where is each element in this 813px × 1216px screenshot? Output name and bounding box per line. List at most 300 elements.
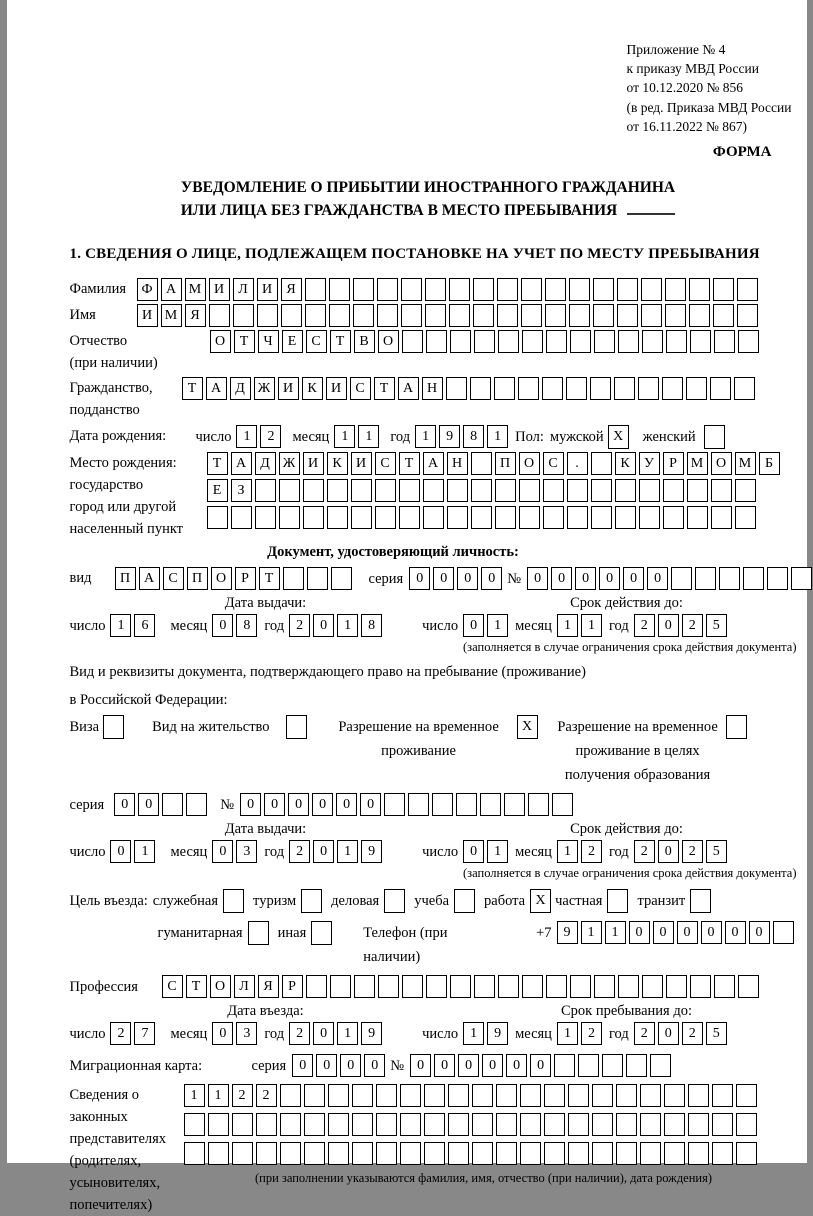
char-cell[interactable] xyxy=(737,278,758,301)
char-cell[interactable]: А xyxy=(206,377,227,400)
char-cell[interactable]: 2 xyxy=(289,1022,310,1045)
char-cell[interactable] xyxy=(495,506,516,529)
char-cell[interactable]: О xyxy=(378,330,399,353)
char-cell[interactable] xyxy=(446,377,467,400)
char-cell[interactable]: О xyxy=(519,452,540,475)
char-cell[interactable] xyxy=(504,793,525,816)
char-cell[interactable]: И xyxy=(326,377,347,400)
char-cell[interactable] xyxy=(328,1084,349,1107)
char-cell[interactable]: 1 xyxy=(184,1084,205,1107)
char-cell[interactable]: 0 xyxy=(599,567,620,590)
char-cell[interactable] xyxy=(496,1084,517,1107)
char-cell[interactable] xyxy=(687,479,708,502)
char-cell[interactable] xyxy=(432,793,453,816)
char-cell[interactable]: С xyxy=(162,975,183,998)
char-cell[interactable] xyxy=(305,304,326,327)
char-cell[interactable] xyxy=(279,506,300,529)
char-cell[interactable] xyxy=(566,377,587,400)
char-cell[interactable]: 0 xyxy=(749,921,770,944)
char-cell[interactable] xyxy=(399,506,420,529)
char-cell[interactable] xyxy=(327,479,348,502)
char-cell[interactable] xyxy=(688,1084,709,1107)
char-cell[interactable]: 2 xyxy=(256,1084,277,1107)
char-cell[interactable] xyxy=(568,1113,589,1136)
char-cell[interactable]: О xyxy=(211,567,232,590)
sex-male-checkbox[interactable]: X xyxy=(608,425,629,449)
char-cell[interactable] xyxy=(602,1054,623,1077)
edu-residence-checkbox[interactable] xyxy=(726,715,747,739)
char-cell[interactable]: И xyxy=(209,278,230,301)
char-cell[interactable] xyxy=(641,304,662,327)
char-cell[interactable]: Н xyxy=(447,452,468,475)
char-cell[interactable] xyxy=(327,506,348,529)
char-cell[interactable]: 2 xyxy=(634,614,655,637)
char-cell[interactable]: З xyxy=(231,479,252,502)
char-cell[interactable] xyxy=(665,278,686,301)
char-cell[interactable] xyxy=(209,304,230,327)
char-cell[interactable] xyxy=(472,1084,493,1107)
char-cell[interactable] xyxy=(280,1113,301,1136)
char-cell[interactable]: 0 xyxy=(114,793,135,816)
char-cell[interactable]: 1 xyxy=(463,1022,484,1045)
char-cell[interactable]: 0 xyxy=(658,1022,679,1045)
char-cell[interactable] xyxy=(712,1084,733,1107)
char-cell[interactable]: Ж xyxy=(279,452,300,475)
char-cell[interactable]: 1 xyxy=(487,425,508,448)
char-cell[interactable]: А xyxy=(423,452,444,475)
char-cell[interactable]: 1 xyxy=(581,921,602,944)
char-cell[interactable]: 3 xyxy=(236,1022,257,1045)
char-cell[interactable]: И xyxy=(278,377,299,400)
char-cell[interactable]: А xyxy=(139,567,160,590)
char-cell[interactable] xyxy=(736,1084,757,1107)
char-cell[interactable] xyxy=(408,793,429,816)
char-cell[interactable] xyxy=(377,304,398,327)
char-cell[interactable]: 0 xyxy=(725,921,746,944)
char-cell[interactable]: 1 xyxy=(337,840,358,863)
char-cell[interactable] xyxy=(593,304,614,327)
char-cell[interactable] xyxy=(232,1142,253,1165)
char-cell[interactable]: Я xyxy=(185,304,206,327)
char-cell[interactable] xyxy=(400,1142,421,1165)
char-cell[interactable]: М xyxy=(687,452,708,475)
char-cell[interactable] xyxy=(578,1054,599,1077)
char-cell[interactable]: 2 xyxy=(682,1022,703,1045)
purpose-transit-checkbox[interactable] xyxy=(690,889,711,913)
char-cell[interactable] xyxy=(232,1113,253,1136)
char-cell[interactable] xyxy=(690,975,711,998)
char-cell[interactable] xyxy=(351,506,372,529)
char-cell[interactable] xyxy=(305,278,326,301)
char-cell[interactable]: И xyxy=(257,278,278,301)
char-cell[interactable] xyxy=(688,1113,709,1136)
char-cell[interactable] xyxy=(615,506,636,529)
char-cell[interactable]: 2 xyxy=(260,425,281,448)
char-cell[interactable]: 0 xyxy=(653,921,674,944)
char-cell[interactable] xyxy=(283,567,304,590)
char-cell[interactable] xyxy=(713,304,734,327)
char-cell[interactable]: Т xyxy=(186,975,207,998)
char-cell[interactable] xyxy=(618,975,639,998)
purpose-private-checkbox[interactable] xyxy=(607,889,628,913)
char-cell[interactable] xyxy=(528,793,549,816)
char-cell[interactable]: 8 xyxy=(463,425,484,448)
char-cell[interactable] xyxy=(616,1142,637,1165)
char-cell[interactable]: А xyxy=(231,452,252,475)
char-cell[interactable]: Ф xyxy=(137,278,158,301)
char-cell[interactable] xyxy=(208,1113,229,1136)
char-cell[interactable] xyxy=(545,278,566,301)
char-cell[interactable] xyxy=(426,975,447,998)
char-cell[interactable]: И xyxy=(303,452,324,475)
char-cell[interactable] xyxy=(375,479,396,502)
char-cell[interactable] xyxy=(594,975,615,998)
char-cell[interactable]: 1 xyxy=(605,921,626,944)
char-cell[interactable] xyxy=(554,1054,575,1077)
temp-residence-checkbox[interactable]: X xyxy=(517,715,538,739)
char-cell[interactable]: 1 xyxy=(236,425,257,448)
char-cell[interactable] xyxy=(664,1084,685,1107)
char-cell[interactable] xyxy=(449,278,470,301)
char-cell[interactable] xyxy=(447,506,468,529)
char-cell[interactable] xyxy=(184,1142,205,1165)
char-cell[interactable]: С xyxy=(163,567,184,590)
char-cell[interactable] xyxy=(497,278,518,301)
char-cell[interactable] xyxy=(162,793,183,816)
char-cell[interactable] xyxy=(471,506,492,529)
char-cell[interactable] xyxy=(450,975,471,998)
char-cell[interactable] xyxy=(640,1113,661,1136)
char-cell[interactable] xyxy=(384,793,405,816)
char-cell[interactable]: 1 xyxy=(557,1022,578,1045)
char-cell[interactable] xyxy=(520,1113,541,1136)
char-cell[interactable] xyxy=(666,975,687,998)
char-cell[interactable] xyxy=(689,278,710,301)
char-cell[interactable] xyxy=(735,506,756,529)
char-cell[interactable] xyxy=(665,304,686,327)
char-cell[interactable] xyxy=(713,278,734,301)
char-cell[interactable]: П xyxy=(495,452,516,475)
char-cell[interactable] xyxy=(734,377,755,400)
char-cell[interactable] xyxy=(689,304,710,327)
char-cell[interactable] xyxy=(642,975,663,998)
char-cell[interactable]: 0 xyxy=(212,1022,233,1045)
char-cell[interactable] xyxy=(641,278,662,301)
char-cell[interactable]: 7 xyxy=(134,1022,155,1045)
char-cell[interactable]: Е xyxy=(207,479,228,502)
char-cell[interactable]: 1 xyxy=(337,1022,358,1045)
char-cell[interactable]: Т xyxy=(207,452,228,475)
char-cell[interactable] xyxy=(711,479,732,502)
char-cell[interactable] xyxy=(519,506,540,529)
char-cell[interactable] xyxy=(352,1113,373,1136)
char-cell[interactable] xyxy=(473,278,494,301)
char-cell[interactable] xyxy=(231,506,252,529)
char-cell[interactable] xyxy=(719,567,740,590)
purpose-humanitarian-checkbox[interactable] xyxy=(248,921,269,945)
char-cell[interactable]: Д xyxy=(255,452,276,475)
char-cell[interactable] xyxy=(567,506,588,529)
char-cell[interactable] xyxy=(423,506,444,529)
char-cell[interactable] xyxy=(738,330,759,353)
char-cell[interactable]: 0 xyxy=(701,921,722,944)
char-cell[interactable] xyxy=(626,1054,647,1077)
char-cell[interactable] xyxy=(569,304,590,327)
char-cell[interactable] xyxy=(638,377,659,400)
char-cell[interactable]: 0 xyxy=(658,614,679,637)
char-cell[interactable] xyxy=(474,330,495,353)
char-cell[interactable]: . xyxy=(567,452,588,475)
char-cell[interactable]: 0 xyxy=(623,567,644,590)
char-cell[interactable]: 0 xyxy=(312,793,333,816)
char-cell[interactable] xyxy=(519,479,540,502)
char-cell[interactable] xyxy=(570,330,591,353)
char-cell[interactable] xyxy=(306,975,327,998)
char-cell[interactable] xyxy=(712,1113,733,1136)
char-cell[interactable] xyxy=(233,304,254,327)
char-cell[interactable] xyxy=(280,1142,301,1165)
char-cell[interactable] xyxy=(743,567,764,590)
char-cell[interactable]: Д xyxy=(230,377,251,400)
char-cell[interactable]: 2 xyxy=(581,1022,602,1045)
char-cell[interactable]: 0 xyxy=(481,567,502,590)
char-cell[interactable] xyxy=(256,1142,277,1165)
char-cell[interactable]: 2 xyxy=(110,1022,131,1045)
char-cell[interactable] xyxy=(353,278,374,301)
sex-female-checkbox[interactable] xyxy=(704,425,725,449)
char-cell[interactable] xyxy=(281,304,302,327)
char-cell[interactable] xyxy=(695,567,716,590)
char-cell[interactable]: Я xyxy=(281,278,302,301)
char-cell[interactable] xyxy=(450,330,471,353)
char-cell[interactable]: 2 xyxy=(634,1022,655,1045)
char-cell[interactable] xyxy=(498,330,519,353)
char-cell[interactable]: Н xyxy=(422,377,443,400)
char-cell[interactable] xyxy=(710,377,731,400)
char-cell[interactable] xyxy=(662,377,683,400)
char-cell[interactable] xyxy=(591,506,612,529)
char-cell[interactable] xyxy=(402,975,423,998)
char-cell[interactable] xyxy=(376,1113,397,1136)
char-cell[interactable] xyxy=(618,330,639,353)
char-cell[interactable] xyxy=(664,1113,685,1136)
char-cell[interactable]: 0 xyxy=(138,793,159,816)
char-cell[interactable] xyxy=(639,506,660,529)
char-cell[interactable]: 0 xyxy=(288,793,309,816)
char-cell[interactable] xyxy=(402,330,423,353)
char-cell[interactable] xyxy=(544,1142,565,1165)
char-cell[interactable] xyxy=(543,479,564,502)
char-cell[interactable]: У xyxy=(639,452,660,475)
char-cell[interactable]: О xyxy=(210,975,231,998)
char-cell[interactable]: 0 xyxy=(340,1054,361,1077)
char-cell[interactable] xyxy=(472,1142,493,1165)
char-cell[interactable]: 9 xyxy=(557,921,578,944)
char-cell[interactable]: 0 xyxy=(629,921,650,944)
char-cell[interactable] xyxy=(688,1142,709,1165)
char-cell[interactable] xyxy=(375,506,396,529)
char-cell[interactable] xyxy=(569,278,590,301)
char-cell[interactable]: 2 xyxy=(634,840,655,863)
char-cell[interactable] xyxy=(714,975,735,998)
char-cell[interactable] xyxy=(376,1084,397,1107)
char-cell[interactable] xyxy=(773,921,794,944)
char-cell[interactable] xyxy=(591,479,612,502)
char-cell[interactable]: 2 xyxy=(581,840,602,863)
char-cell[interactable]: 0 xyxy=(264,793,285,816)
char-cell[interactable] xyxy=(666,330,687,353)
char-cell[interactable]: М xyxy=(161,304,182,327)
char-cell[interactable] xyxy=(354,975,375,998)
char-cell[interactable] xyxy=(545,304,566,327)
char-cell[interactable] xyxy=(424,1113,445,1136)
char-cell[interactable] xyxy=(480,793,501,816)
char-cell[interactable] xyxy=(714,330,735,353)
char-cell[interactable] xyxy=(329,278,350,301)
char-cell[interactable]: 0 xyxy=(551,567,572,590)
char-cell[interactable] xyxy=(617,304,638,327)
char-cell[interactable] xyxy=(617,278,638,301)
char-cell[interactable]: В xyxy=(354,330,375,353)
char-cell[interactable]: 0 xyxy=(658,840,679,863)
char-cell[interactable] xyxy=(353,304,374,327)
char-cell[interactable] xyxy=(424,1084,445,1107)
char-cell[interactable]: О xyxy=(711,452,732,475)
char-cell[interactable] xyxy=(520,1142,541,1165)
char-cell[interactable]: 0 xyxy=(647,567,668,590)
char-cell[interactable]: 0 xyxy=(313,1022,334,1045)
char-cell[interactable] xyxy=(449,304,470,327)
char-cell[interactable]: 0 xyxy=(463,614,484,637)
char-cell[interactable] xyxy=(737,304,758,327)
char-cell[interactable] xyxy=(522,975,543,998)
char-cell[interactable]: 0 xyxy=(313,614,334,637)
char-cell[interactable]: 1 xyxy=(581,614,602,637)
char-cell[interactable] xyxy=(591,452,612,475)
char-cell[interactable]: И xyxy=(137,304,158,327)
char-cell[interactable]: 0 xyxy=(458,1054,479,1077)
char-cell[interactable]: 0 xyxy=(212,840,233,863)
char-cell[interactable] xyxy=(456,793,477,816)
char-cell[interactable] xyxy=(590,377,611,400)
char-cell[interactable] xyxy=(495,479,516,502)
char-cell[interactable] xyxy=(426,330,447,353)
char-cell[interactable] xyxy=(738,975,759,998)
char-cell[interactable] xyxy=(767,567,788,590)
char-cell[interactable]: С xyxy=(350,377,371,400)
char-cell[interactable]: К xyxy=(615,452,636,475)
char-cell[interactable]: Л xyxy=(234,975,255,998)
char-cell[interactable] xyxy=(639,479,660,502)
char-cell[interactable] xyxy=(686,377,707,400)
char-cell[interactable]: 9 xyxy=(487,1022,508,1045)
char-cell[interactable]: А xyxy=(398,377,419,400)
char-cell[interactable]: 0 xyxy=(433,567,454,590)
char-cell[interactable]: Ж xyxy=(254,377,275,400)
char-cell[interactable]: 0 xyxy=(575,567,596,590)
char-cell[interactable]: 1 xyxy=(337,614,358,637)
char-cell[interactable] xyxy=(552,793,573,816)
char-cell[interactable]: Л xyxy=(233,278,254,301)
char-cell[interactable] xyxy=(521,278,542,301)
char-cell[interactable] xyxy=(687,506,708,529)
char-cell[interactable]: 9 xyxy=(439,425,460,448)
char-cell[interactable] xyxy=(331,567,352,590)
char-cell[interactable] xyxy=(351,479,372,502)
char-cell[interactable] xyxy=(594,330,615,353)
char-cell[interactable]: 2 xyxy=(289,614,310,637)
char-cell[interactable]: 1 xyxy=(208,1084,229,1107)
char-cell[interactable]: 0 xyxy=(457,567,478,590)
char-cell[interactable] xyxy=(352,1084,373,1107)
char-cell[interactable]: 0 xyxy=(482,1054,503,1077)
char-cell[interactable]: 1 xyxy=(557,840,578,863)
char-cell[interactable]: 8 xyxy=(236,614,257,637)
char-cell[interactable] xyxy=(330,975,351,998)
char-cell[interactable] xyxy=(650,1054,671,1077)
visa-checkbox[interactable] xyxy=(103,715,124,739)
char-cell[interactable]: Е xyxy=(282,330,303,353)
char-cell[interactable]: 0 xyxy=(212,614,233,637)
char-cell[interactable] xyxy=(400,1084,421,1107)
char-cell[interactable] xyxy=(425,304,446,327)
char-cell[interactable]: 2 xyxy=(682,614,703,637)
char-cell[interactable] xyxy=(328,1113,349,1136)
char-cell[interactable]: 6 xyxy=(134,614,155,637)
char-cell[interactable]: 0 xyxy=(360,793,381,816)
char-cell[interactable]: 0 xyxy=(292,1054,313,1077)
char-cell[interactable] xyxy=(592,1142,613,1165)
char-cell[interactable] xyxy=(616,1113,637,1136)
char-cell[interactable] xyxy=(544,1113,565,1136)
char-cell[interactable] xyxy=(352,1142,373,1165)
char-cell[interactable] xyxy=(496,1113,517,1136)
purpose-tourism-checkbox[interactable] xyxy=(301,889,322,913)
char-cell[interactable] xyxy=(712,1142,733,1165)
char-cell[interactable] xyxy=(257,304,278,327)
residence-permit-checkbox[interactable] xyxy=(286,715,307,739)
char-cell[interactable] xyxy=(520,1084,541,1107)
char-cell[interactable] xyxy=(546,330,567,353)
char-cell[interactable] xyxy=(615,479,636,502)
char-cell[interactable]: 0 xyxy=(313,840,334,863)
char-cell[interactable] xyxy=(546,975,567,998)
char-cell[interactable]: К xyxy=(327,452,348,475)
char-cell[interactable] xyxy=(518,377,539,400)
char-cell[interactable] xyxy=(521,304,542,327)
char-cell[interactable] xyxy=(497,304,518,327)
char-cell[interactable] xyxy=(377,278,398,301)
char-cell[interactable]: 8 xyxy=(361,614,382,637)
char-cell[interactable] xyxy=(791,567,812,590)
purpose-official-checkbox[interactable] xyxy=(223,889,244,913)
char-cell[interactable] xyxy=(663,506,684,529)
char-cell[interactable]: 5 xyxy=(706,840,727,863)
char-cell[interactable] xyxy=(423,479,444,502)
char-cell[interactable] xyxy=(664,1142,685,1165)
char-cell[interactable] xyxy=(663,479,684,502)
char-cell[interactable]: 1 xyxy=(487,840,508,863)
char-cell[interactable] xyxy=(567,479,588,502)
char-cell[interactable] xyxy=(494,377,515,400)
char-cell[interactable]: 0 xyxy=(240,793,261,816)
char-cell[interactable] xyxy=(736,1142,757,1165)
char-cell[interactable] xyxy=(208,1142,229,1165)
char-cell[interactable]: Т xyxy=(374,377,395,400)
char-cell[interactable]: П xyxy=(115,567,136,590)
char-cell[interactable]: М xyxy=(185,278,206,301)
char-cell[interactable] xyxy=(303,479,324,502)
